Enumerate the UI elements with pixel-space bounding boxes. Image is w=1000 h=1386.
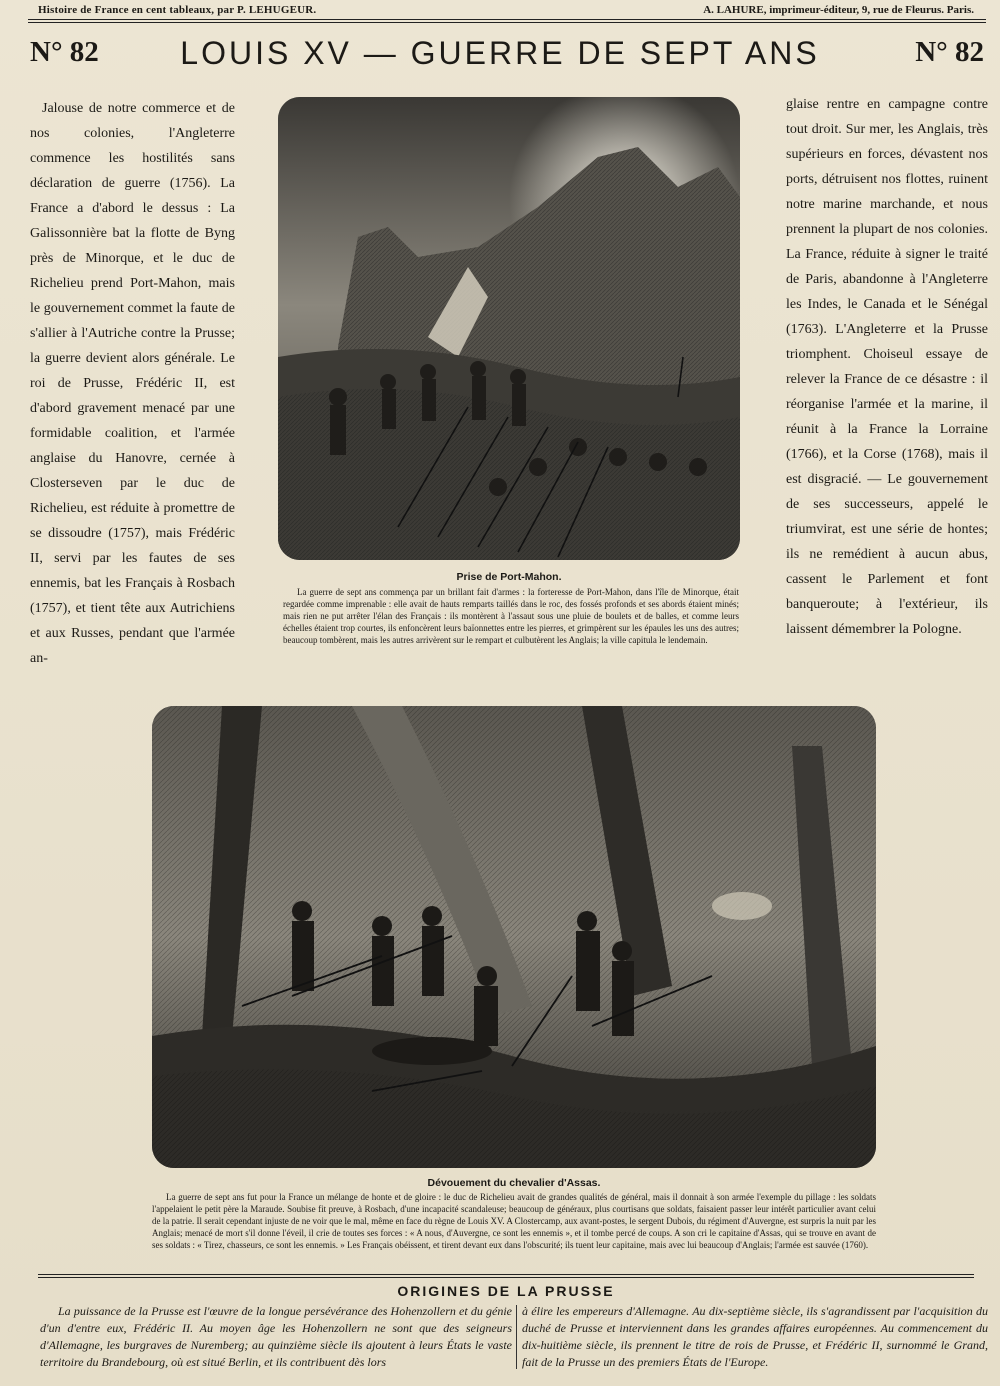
section-right-text: à élire les empereurs d'Allemagne. Au dix-septième siècle, ils s'agrandissent par l'acquisition du duché de Prusse et interviennent dans les grandes affaires européennes. Au commencement du dix-huitième siècle, ils prennent le titre de rois de Prusse, et Frédéric II, surnommé le Grand, fait de la Prusse un des premiers États de l'Europe. <box>522 1304 988 1369</box>
top-rule <box>28 19 986 20</box>
left-text-column <box>30 96 235 671</box>
figure1-caption: La guerre de sept ans commença par un brillant fait d'armes : la forteresse de Port-Mahon, dans l'île de Minorque, était regardée comme imprenable : elle avait de hauts remparts taillés dans le roc, des fossés profonds et ses abords étaient minés; mais rien ne put arrêter l'élan des Français : ils montèrent à l'assaut sous une pluie de boulets et de balles, et comme leurs échelles étaient trop courtes, ils enfoncèrent leurs baïonnettes entre les pierres, et grimpèrent sur les épaules les uns des autres; beaucoup tombèrent, mais les autres arrivèrent sur le rempart et culbutèrent les Anglais; la ville capitula le lendemain. <box>283 587 739 645</box>
section-rule-double <box>38 1277 974 1278</box>
figure2-title: Dévouement du chevalier d'Assas. <box>427 1177 601 1189</box>
chevalier-assas-illustration <box>152 706 876 1168</box>
section-rule <box>38 1274 974 1275</box>
page-title: LOUIS XV — GUERRE DE SEPT ANS <box>180 35 820 71</box>
figure2-caption: La guerre de sept ans fut pour la France un mélange de honte et de gloire : le duc de Richelieu avait de grandes qualités de général, mais il donnait à son armée l'exemple du pillage : les soldats l'appelaient le petit père la Maraude. Soubise fit preuve, à Rosbach, d'une incapacité scandaleuse; beaucoup de généraux, plus courtisans que soldats, faisaient passer leur intérêt particulier avant celui de la patrie. Il serait cependant injuste de ne voir que le mal, même en face du règne de Louis XV. A Clostercamp, aux avant-postes, le sergent Dubois, du régiment d'Auvergne, est surpris la nuit par les Anglais; menacé de mort s'il donne l'éveil, il crie de toutes ses forces : « A nous, d'Auvergne, ce sont les ennemis », et il tombe percé de coups. A son cri le capitaine d'Assas, qui se trouve en avant de ses soldats : « Tirez, chasseurs, ce sont les ennemis. » Les Français obéissent, et tirent devant eux dans l'obscurité; ils tuent leur capitaine, mais avec lui beaucoup d'Anglais; l'armée est sauvée (1760). <box>152 1192 876 1250</box>
engraving-port-mahon <box>278 97 740 560</box>
column-separator <box>516 1305 517 1369</box>
series-header: Histoire de France en cent tableaux, par P. LEHUGEUR. <box>38 4 317 16</box>
right-text-column <box>786 92 988 642</box>
plate-number-left: N° 82 <box>30 36 99 68</box>
engraving-chevalier-assas <box>152 706 876 1168</box>
left-column-text: Jalouse de notre commerce et de nos colonies, l'Angleterre commence les hostilités sans déclaration de guerre (1756). La France a d'abord le dessus : La Galissonnière bat la flotte de Byng près de Minorque, et le duc de Richelieu prend Port-Mahon, mais le gouvernement commet la faute de s'allier à l'Autriche contre la Prusse; la guerre devient alors générale. Le roi de Prusse, Frédéric II, est d'abord gravement menacé par une formidable coalition, et l'armée anglaise du Hanovre, cernée à Closterseven par le duc de Richelieu, est réduite à promettre de se dissoudre (1757), mais Frédéric II, servi par les fautes de ses ennemis, bat les Français à Rosbach (1757), et tient tête aux Autrichiens et aux Russes, pendant que l'armée an- <box>30 101 235 666</box>
right-column-text: glaise rentre en campagne contre tout droit. Sur mer, les Anglais, très supérieurs en forces, dévastent nos ports, détruisent nos flottes, ruinent notre marine marchande, et nous prennent la plupart de nos colonies. La France, réduite à signer le traité de Paris, abandonne à l'Angleterre les Indes, le Canada et le Sénégal (1763). L'Angleterre et la Prusse triomphent. Choiseul essaye de relever la France de ce désastre : il réorganise l'armée et la marine, il réunit à la France la Lorraine (1766), et la Corse (1768), mais il est disgracié. — Le gouvernement de ses successeurs, appelé le triumvirat, est une série de hontes; ils ne remédient à aucun abus, cassent le Parlement et font banqueroute; à l'extérieur, ils laissent démembrer la Pologne. <box>786 97 988 637</box>
port-mahon-illustration <box>278 97 740 560</box>
section-title: ORIGINES DE LA PRUSSE <box>397 1283 615 1299</box>
publisher-header: A. LAHURE, imprimeur-éditeur, 9, rue de Fleurus. Paris. <box>703 4 974 16</box>
section-left-text: La puissance de la Prusse est l'œuvre de la longue persévérance des Hohenzollern et du génie d'un d'entre eux, Frédéric II. Au moyen âge les Hohenzollern ne sont que des seigneurs d'Allemagne, les burgraves de Nuremberg; au quinzième siècle ils ajoutent à leurs États le vaste territoire du Brandebourg, où est situé Berlin, et ils contribuent dès lors <box>40 1304 512 1369</box>
figure1-title: Prise de Port-Mahon. <box>456 571 562 583</box>
plate-number-right: N° 82 <box>915 36 984 68</box>
top-rule-double <box>28 22 986 23</box>
